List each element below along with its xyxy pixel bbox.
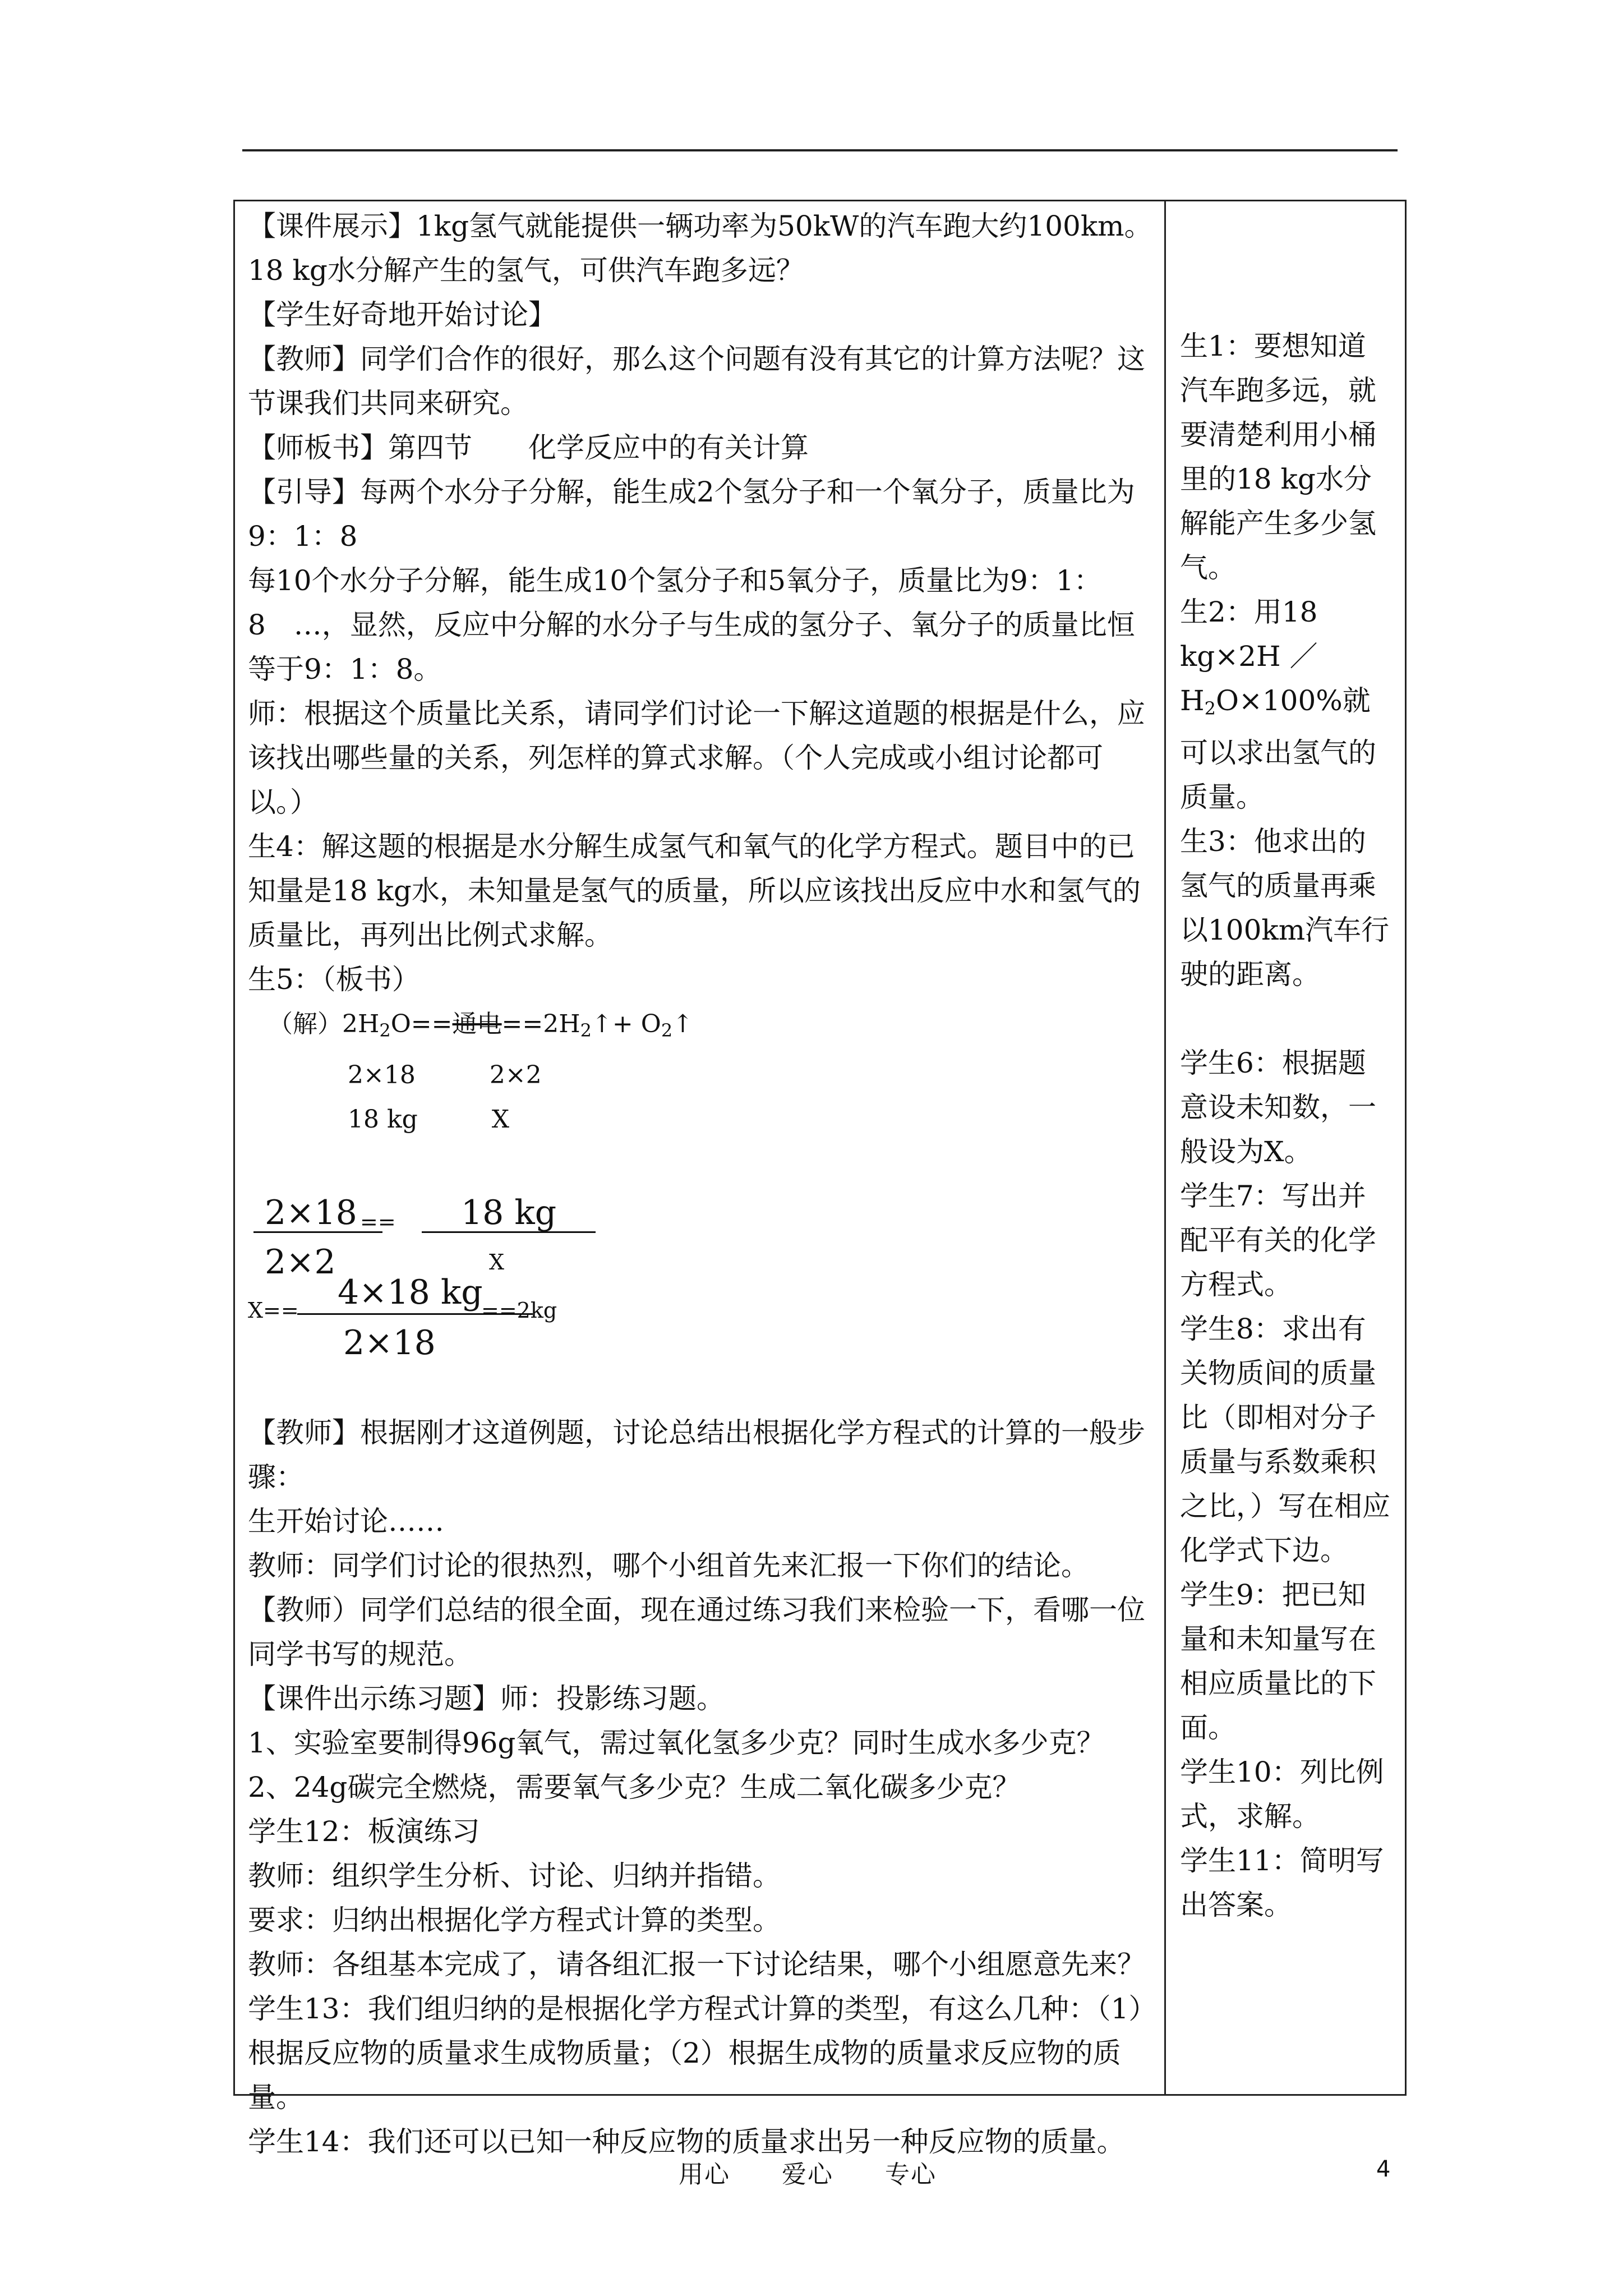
main-column — [248, 204, 1156, 2164]
reaction-condition: 通电 — [452, 1010, 502, 1038]
teacher-report-request: 教师：同学们讨论的很热烈，哪个小组首先来汇报一下你们的结论。 — [248, 1549, 1089, 1582]
student-activity-column — [1180, 324, 1393, 1927]
fraction3-bar — [297, 1313, 533, 1315]
teacher-practice: 【教师）同学们总结的很全面，现在通过练习我们来检验一下，看哪一位同学书写的规范。 — [248, 1594, 1145, 1671]
guidance-continued: 每10个水分子分解，能生成10个氢分子和5氧分子，质量比为9：1：8 …，显然，反应中分解的水分子与生成的氢分子、氧分子的质量比恒等于9：1：8。 — [248, 564, 1135, 685]
fraction1-bar — [253, 1231, 382, 1233]
board-title: 【师板书】第四节 化学反应中的有关计算 — [248, 431, 809, 464]
exercise-2: 2、24g碳完全燃烧，需要氧气多少克？生成二氧化碳多少克？ — [248, 1771, 1021, 1803]
student9-note: 学生9：把已知量和未知量写在相应质量比的下面。 — [1180, 1579, 1376, 1744]
fraction1-equals: == — [360, 1209, 396, 1234]
fraction3-result: ==2kg — [481, 1298, 557, 1323]
student8-note: 学生8：求出有关物质间的质量比（即相对分子质量与系数乘积之比，）写在相应化学式下边。 — [1180, 1313, 1390, 1567]
teacher-question: 【教师】同学们合作的很好，那么这个问题有没有其它的计算方法呢？这节课我们共同来研究。 — [248, 343, 1145, 420]
teacher-prompt: 师：根据这个质量比关系，请同学们讨论一下解这道题的根据是什么，应该找出哪些量的关系，列怎样的算式求解。（个人完成或小组讨论都可以。） — [248, 697, 1145, 818]
courseware-display: 【课件展示】1kg氢气就能提供一辆功率为50kW的汽车跑大约100km。18 kg水分解产生的氢气，可供汽车跑多远？ — [248, 210, 1152, 287]
proportion-formulas — [248, 1142, 1156, 1411]
page-number: 4 — [1376, 2156, 1391, 2182]
column-divider — [1164, 200, 1166, 2096]
student13-summary: 学生13：我们组归纳的是根据化学方程式计算的类型，有这么几种：（1）根据反应物的质量求生成物质量；（2）根据生成物的质量求反应物的质量。 — [248, 1993, 1143, 2114]
guidance: 【引导】每两个水分子分解，能生成2个氢分子和一个氧分子，质量比为9：1：8 — [248, 476, 1135, 553]
fraction2-numerator: 18 kg — [461, 1193, 557, 1232]
student10-note: 学生10：列比例式，求解。 — [1180, 1756, 1384, 1833]
requirement: 要求：归纳出根据化学方程式计算的类型。 — [248, 1904, 781, 1936]
teacher-organize: 教师：组织学生分析、讨论、归纳并指错。 — [248, 1860, 781, 1892]
student14-summary: 学生14：我们还可以已知一种反应物的质量求出另一种反应物的质量。 — [248, 2125, 1125, 2158]
chemical-equation: （解）$2H_2O==$通电$==2H_2↑+$ $O_2↑$ — [268, 1010, 694, 1041]
exercise-1: 1、实验室要制得96g氧气，需过氧化氢多少克？同时生成水多少克？ — [248, 1727, 1105, 1759]
mass-ratio-row: 2×18 2×2 — [348, 1061, 542, 1089]
student3-note: 生3：他求出的氢气的质量再乘以100km汽车行驶的距离。 — [1180, 825, 1390, 991]
courseware-exercises: 【课件出示练习题】师：投影练习题。 — [248, 1682, 725, 1715]
students-discuss: 【学生好奇地开始讨论】 — [248, 298, 556, 331]
fraction1-denominator: 2×2 — [265, 1243, 336, 1282]
x-equals: X== — [248, 1298, 299, 1323]
student2-note: 生2：用18 kg×2H ／ $H_2O\times 100\%$就可以求出氢气的质量。 — [1180, 596, 1376, 813]
student11-note: 学生11：简明写出答案。 — [1180, 1844, 1384, 1921]
fraction3-numerator: 4×18 kg — [338, 1273, 483, 1312]
student12-board-practice: 学生12：板演练习 — [248, 1815, 480, 1848]
side-spacer — [1180, 997, 1393, 1041]
teacher-summary: 【教师】根据刚才这道例题，讨论总结出根据化学方程式的计算的一般步骤： — [248, 1416, 1145, 1493]
students-start-discussion: 生开始讨论…… — [248, 1505, 444, 1538]
student7-note: 学生7：写出并配平有关的化学方程式。 — [1180, 1180, 1376, 1301]
fraction1-numerator: 2×18 — [265, 1193, 357, 1232]
footer-motto: 用心 爱心 专心 — [679, 2160, 937, 2189]
teacher-invite: 教师：各组基本完成了，请各组汇报一下讨论结果，哪个小组愿意先来？ — [248, 1948, 1145, 1981]
student6-note: 学生6：根据题意设未知数，一般设为X。 — [1180, 1047, 1376, 1168]
fraction2-bar — [422, 1231, 596, 1233]
student5-board: 生5：（板书） — [248, 963, 420, 996]
student1-note: 生1：要想知道汽车跑多远，就要清楚利用小桶里的18 kg水分解能产生多少氢气。 — [1180, 330, 1376, 584]
known-unknown-row: 18 kg X — [348, 1105, 510, 1134]
fraction2-denominator: X — [489, 1250, 505, 1274]
header-rule — [242, 149, 1398, 151]
fraction3-denominator: 2×18 — [343, 1323, 436, 1363]
student4-answer: 生4：解这题的根据是水分解生成氢气和氧气的化学方程式。题目中的已知量是18 kg水，未知量是氢气的质量，所以应该找出反应中水和氢气的质量比，再列出比例式求解。 — [248, 830, 1141, 951]
